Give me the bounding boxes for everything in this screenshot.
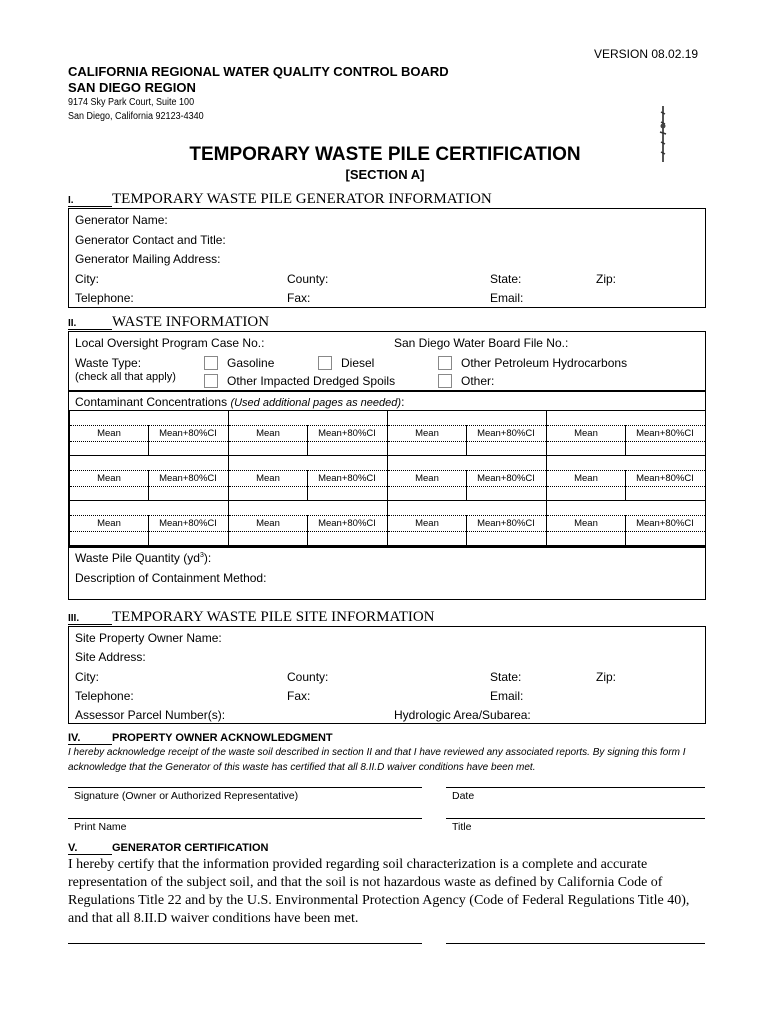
containment-field[interactable]: Description of Containment Method: [75, 571, 267, 585]
section-1-title: TEMPORARY WASTE PILE GENERATOR INFORMATION [112, 191, 492, 207]
mean-ci-label: Mean+80%CI [318, 428, 376, 439]
mean-label: Mean [415, 428, 439, 439]
mean-label: Mean [574, 473, 598, 484]
section-1-header [68, 191, 492, 208]
contaminant-name-field[interactable] [547, 501, 705, 516]
address-line-1: 9174 Sky Park Court, Suite 100 [68, 97, 195, 108]
mean-label: Mean [256, 518, 280, 529]
mean-ci-label: Mean+80%CI [159, 428, 217, 439]
quantity-label: Waste Pile Quantity (yd [75, 551, 200, 565]
generator-zip-field[interactable]: Zip: [596, 272, 617, 286]
title-label: Title [452, 821, 472, 833]
contaminant-cell[interactable] [69, 500, 229, 546]
mean-label: Mean [97, 473, 121, 484]
section-2-number: II. [68, 319, 112, 330]
title-line[interactable] [446, 818, 705, 819]
other-label: Other: [461, 374, 495, 388]
other-petroleum-checkbox[interactable] [438, 356, 452, 370]
value-underline [547, 486, 705, 487]
dredged-spoils-checkbox[interactable] [204, 374, 218, 388]
mean-ci-label: Mean+80%CI [477, 518, 535, 529]
contaminant-note: (Used additional pages as needed) [230, 397, 402, 409]
value-underline [547, 441, 705, 442]
print-name-label: Print Name [74, 821, 127, 833]
mean-label: Mean [574, 518, 598, 529]
contaminant-cell[interactable] [69, 410, 229, 456]
file-no-field[interactable]: San Diego Water Board File No.: [394, 336, 569, 350]
section-5-title: GENERATOR CERTIFICATION [112, 842, 269, 854]
mean-ci-label: Mean+80%CI [477, 473, 535, 484]
section-5-header [68, 842, 268, 855]
value-underline [547, 531, 705, 532]
value-underline [70, 441, 228, 442]
value-underline [388, 486, 546, 487]
section-1-number: I. [68, 196, 112, 207]
other-checkbox[interactable] [438, 374, 452, 388]
contaminant-name-field[interactable] [229, 411, 387, 426]
value-underline [388, 531, 546, 532]
local-case-field[interactable]: Local Oversight Program Case No.: [75, 336, 265, 350]
generator-fax-field[interactable]: Fax: [287, 291, 311, 305]
print-name-line[interactable] [68, 818, 422, 819]
site-state-field[interactable]: State: [490, 670, 522, 684]
apn-field[interactable]: Assessor Parcel Number(s): [75, 708, 226, 722]
site-city-field[interactable]: City: [75, 670, 99, 684]
agency-name [68, 64, 449, 96]
value-underline [388, 441, 546, 442]
site-owner-field[interactable]: Site Property Owner Name: [75, 631, 222, 645]
contaminant-label: Contaminant Concentrations [75, 395, 228, 409]
quantity-end: ): [203, 551, 212, 565]
version-label: VERSION 08.02.19 [594, 47, 699, 61]
agency-line-1: CALIFORNIA REGIONAL WATER QUALITY CONTROL BOARD [68, 64, 449, 79]
mean-ci-label: Mean+80%CI [636, 518, 694, 529]
dredged-spoils-label: Other Impacted Dredged Spoils [227, 374, 396, 388]
section-3-title: TEMPORARY WASTE PILE SITE INFORMATION [112, 609, 435, 625]
value-underline [229, 531, 387, 532]
generator-mailing-field[interactable]: Generator Mailing Address: [75, 252, 221, 266]
diesel-label: Diesel [341, 356, 375, 370]
site-email-field[interactable]: Email: [490, 689, 524, 703]
address-line-2: San Diego, California 92123-4340 [68, 111, 204, 122]
mean-ci-label: Mean+80%CI [318, 473, 376, 484]
value-underline [229, 486, 387, 487]
section-4-title: PROPERTY OWNER ACKNOWLEDGMENT [112, 732, 333, 744]
contaminant-name-field[interactable] [229, 501, 387, 516]
site-address-field[interactable]: Site Address: [75, 650, 146, 664]
section-2-header [68, 314, 269, 331]
gasoline-label: Gasoline [227, 356, 275, 370]
contaminant-divider [69, 390, 705, 392]
mean-label: Mean [97, 518, 121, 529]
contaminant-cell[interactable] [228, 455, 388, 501]
form-subtitle [0, 167, 770, 182]
hydrologic-field[interactable]: Hydrologic Area/Subarea: [394, 708, 531, 722]
quantity-divider [69, 546, 705, 548]
section-2-box [68, 331, 706, 600]
subtitle-text: [SECTION A] [345, 167, 425, 182]
form-title: TEMPORARY WASTE PILE CERTIFICATION [189, 144, 581, 165]
mean-ci-label: Mean+80%CI [159, 518, 217, 529]
contaminant-cell[interactable] [387, 455, 547, 501]
mean-label: Mean [415, 518, 439, 529]
value-underline [70, 531, 228, 532]
contaminant-cell[interactable] [69, 455, 229, 501]
waste-quantity-field[interactable] [75, 551, 211, 565]
generator-email-field[interactable]: Email: [490, 291, 524, 305]
generator-telephone-field[interactable]: Telephone: [75, 291, 134, 305]
contaminant-heading [75, 395, 404, 409]
section-4-header [68, 732, 333, 745]
contaminant-name-field[interactable] [229, 456, 387, 471]
contaminant-cell[interactable] [228, 500, 388, 546]
site-zip-field[interactable]: Zip: [596, 670, 617, 684]
contaminant-cell[interactable] [387, 500, 547, 546]
mean-label: Mean [256, 473, 280, 484]
generator-state-field[interactable]: State: [490, 272, 522, 286]
site-county-field[interactable]: County: [287, 670, 329, 684]
contaminant-colon: : [401, 395, 405, 409]
mean-ci-label: Mean+80%CI [636, 428, 694, 439]
contaminant-name-field[interactable] [388, 411, 546, 426]
mean-ci-label: Mean+80%CI [159, 473, 217, 484]
date-line[interactable] [446, 787, 705, 788]
diesel-checkbox[interactable] [318, 356, 332, 370]
contaminant-cell[interactable] [387, 410, 547, 456]
mean-ci-label: Mean+80%CI [477, 428, 535, 439]
mean-label: Mean [256, 428, 280, 439]
contaminant-name-field[interactable] [388, 456, 546, 471]
date-label: Date [452, 790, 475, 802]
signature-label: Signature (Owner or Authorized Representative) [74, 790, 299, 802]
waste-type-label: Waste Type: [75, 356, 142, 370]
contaminant-cell[interactable] [546, 410, 706, 456]
contaminant-name-field[interactable] [70, 501, 228, 516]
mean-label: Mean [97, 428, 121, 439]
section-1-box [68, 208, 706, 308]
site-telephone-field[interactable]: Telephone: [75, 689, 134, 703]
mean-label: Mean [574, 428, 598, 439]
mean-ci-label: Mean+80%CI [318, 518, 376, 529]
gasoline-checkbox[interactable] [204, 356, 218, 370]
other-petroleum-label: Other Petroleum Hydrocarbons [461, 356, 628, 370]
contaminant-cell[interactable] [546, 500, 706, 546]
generator-city-field[interactable]: City: [75, 272, 99, 286]
value-underline [70, 486, 228, 487]
contaminant-cell[interactable] [228, 410, 388, 456]
generator-county-field[interactable]: County: [287, 272, 329, 286]
contaminant-name-field[interactable] [70, 456, 228, 471]
section-3-number: III. [68, 614, 112, 625]
contaminant-name-field[interactable] [547, 411, 705, 426]
section-4-number: IV. [68, 732, 112, 745]
quantity-sup: 3 [199, 552, 204, 559]
site-fax-field[interactable]: Fax: [287, 689, 311, 703]
contaminant-name-field[interactable] [70, 411, 228, 426]
section-5-number: V. [68, 842, 112, 855]
contaminant-cell[interactable] [546, 455, 706, 501]
agency-address [68, 96, 204, 124]
check-all-note: (check all that apply) [75, 371, 176, 383]
section-3-header [68, 609, 435, 626]
contaminant-name-field[interactable] [547, 456, 705, 471]
section-3-box [68, 626, 706, 724]
certification-text: I hereby certify that the information provided regarding soil characterization is a complete and accurate representation of the subject soil, and that the soil is not hazardous waste as defined by California Code of Regulations Title 22 and by the U.S. Environmental Protection Agency (Code of Federal Regulations Title 40), and that all 8.II.D waiver conditions have been met. [68, 857, 690, 926]
generator-date-line[interactable] [446, 943, 705, 944]
contaminant-name-field[interactable] [388, 501, 546, 516]
acknowledgment-text: I hereby acknowledge receipt of the waste soil described in section II and that I have reviewed any associated reports. By signing this form I acknowledge that the Generator of this waste has certified that all 8.II.D waiver conditions have been met. [68, 747, 686, 773]
section-2-title: WASTE INFORMATION [112, 314, 270, 330]
mean-ci-label: Mean+80%CI [636, 473, 694, 484]
signature-line[interactable] [68, 787, 422, 788]
generator-signature-line[interactable] [68, 943, 422, 944]
agency-line-2: SAN DIEGO REGION [68, 80, 196, 95]
generator-name-field[interactable]: Generator Name: [75, 213, 168, 227]
generator-contact-field[interactable]: Generator Contact and Title: [75, 233, 226, 247]
value-underline [229, 441, 387, 442]
contaminant-grid [69, 410, 705, 548]
mean-label: Mean [415, 473, 439, 484]
